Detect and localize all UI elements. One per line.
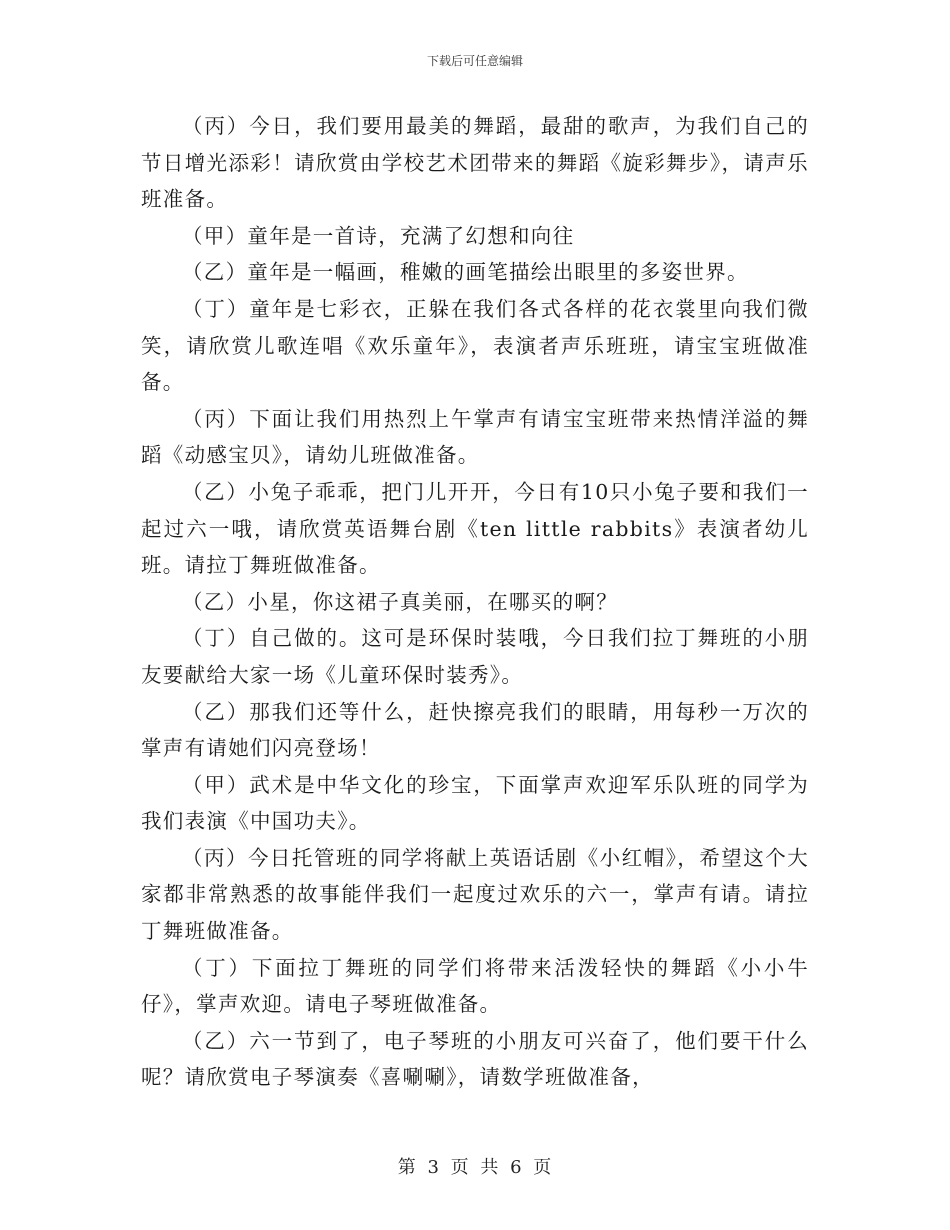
page-number-footer: 第 3 页 共 6 页 bbox=[397, 1157, 553, 1178]
paragraph: （丁）自己做的。这可是环保时装哦，今日我们拉丁舞班的小朋友要献给大家一场《儿童环保时装秀》。 bbox=[141, 626, 809, 687]
paragraph: （丁）下面拉丁舞班的同学们将带来活泼轻快的舞蹈《小小牛仔》，掌声欢迎。请电子琴班做准备。 bbox=[141, 955, 809, 1017]
paragraph: （丙）今日，我们要用最美的舞蹈，最甜的歌声，为我们自己的节日增光添彩！请欣赏由学校艺术团带来的舞蹈《旋彩舞步》，请声乐班准备。 bbox=[141, 114, 809, 212]
paragraph: （乙）六一节到了，电子琴班的小朋友可兴奋了，他们要干什么呢？请欣赏电子琴演奏《喜唰唰》，请数学班做准备， bbox=[141, 1028, 809, 1090]
paragraph: （乙）童年是一幅画，稚嫩的画笔描绘出眼里的多姿世界。 bbox=[182, 260, 749, 285]
paragraph: （丁）童年是七彩衣，正躲在我们各式各样的花衣裳里向我们微笑，请欣赏儿歌连唱《欢乐童年》，表演者声乐班班，请宝宝班做准备。 bbox=[141, 296, 809, 395]
paragraph: （乙）小星，你这裙子真美丽，在哪买的啊？ bbox=[182, 589, 618, 614]
document-body bbox=[141, 108, 809, 1096]
paragraph: （乙）那我们还等什么，赶快擦亮我们的眼睛，用每秒一万次的掌声有请她们闪亮登场！ bbox=[141, 699, 809, 761]
paragraph: （丙）下面让我们用热烈上午掌声有请宝宝班带来热情洋溢的舞蹈《动感宝贝》，请幼儿班做准备。 bbox=[141, 406, 809, 468]
page-header: 下载后可任意编辑 bbox=[426, 54, 523, 68]
paragraph: （乙）小兔子乖乖，把门儿开开，今日有10只小兔子要和我们一起过六一哦，请欣赏英语舞台剧《ten little rabbits》表演者幼儿班。请拉丁舞班做准备。 bbox=[141, 479, 809, 578]
paragraph: （甲）童年是一首诗，充满了幻想和向往 bbox=[182, 223, 575, 248]
paragraph: （甲）武术是中华文化的珍宝，下面掌声欢迎军乐队班的同学为我们表演《中国功夫》。 bbox=[141, 772, 809, 834]
paragraph: （丙）今日托管班的同学将献上英语话剧《小红帽》，希望这个大家都非常熟悉的故事能伴我们一起度过欢乐的六一，掌声有请。请拉丁舞班做准备。 bbox=[141, 845, 809, 944]
